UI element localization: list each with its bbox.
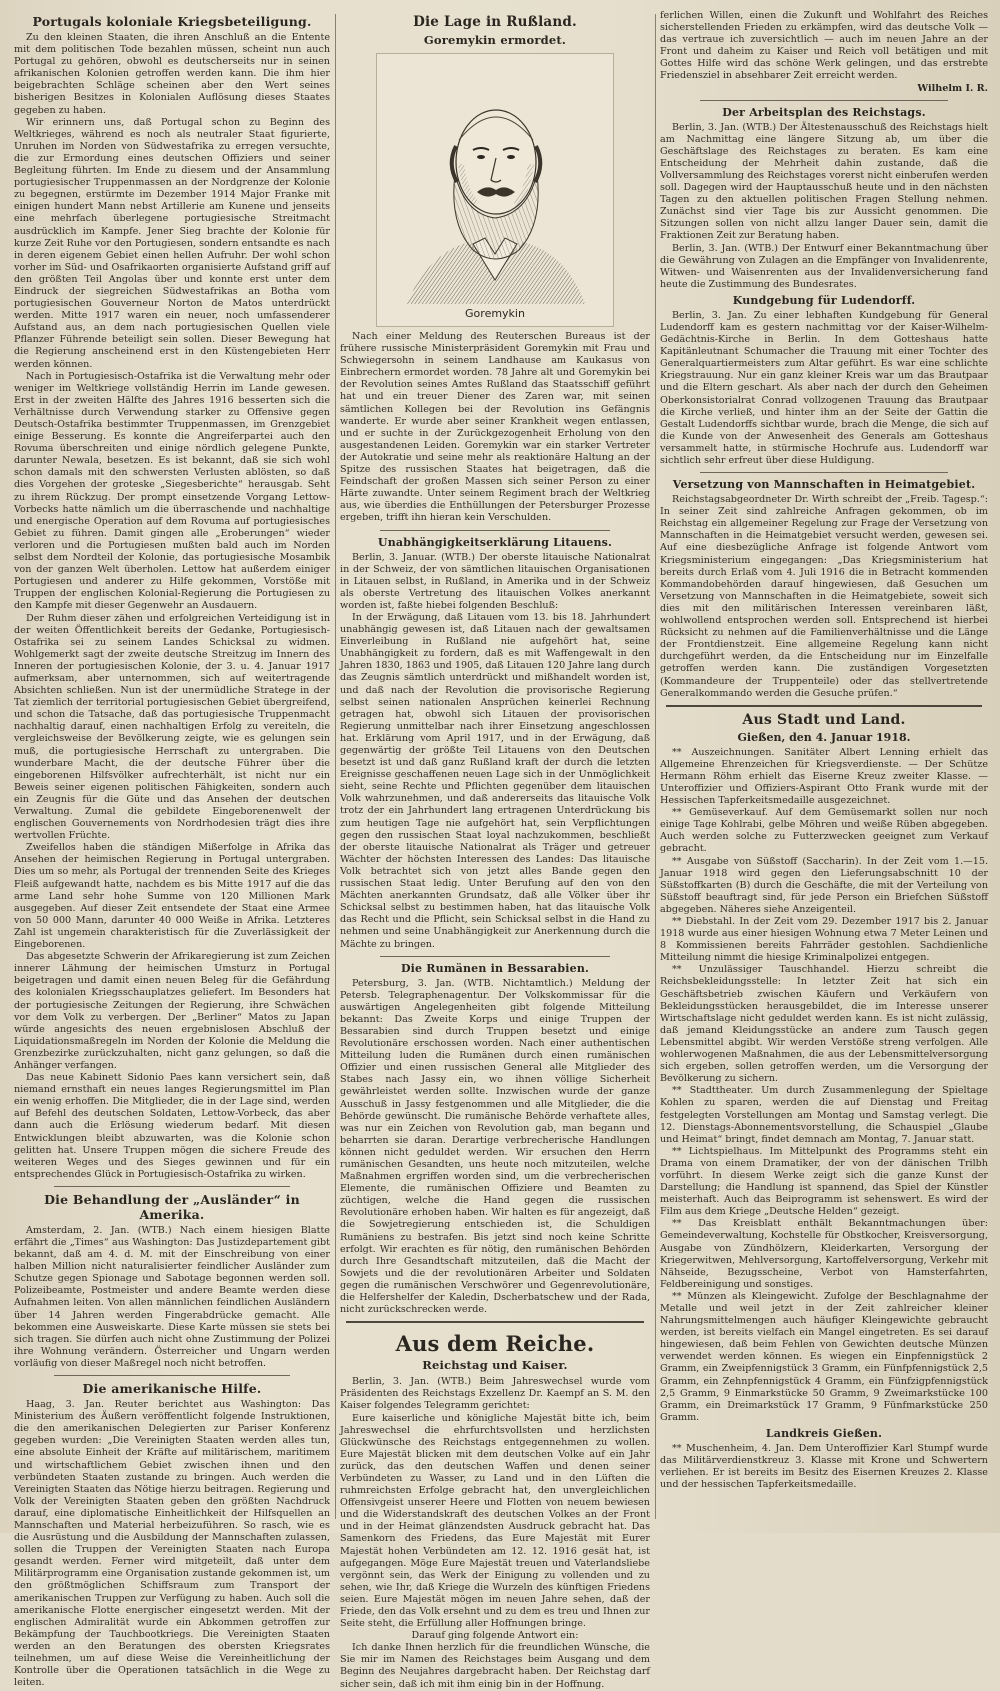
article-separator <box>54 1186 290 1187</box>
article-paragraph: Berlin, 3. Jan. (WTB.) Der Entwurf einer Bekanntmachung über die Gewährung von Zulagen an die Empfänger von Invalidenrente, Witwen- und Waisenrenten aus der Invalidenversicherung fand heute die Zustimmung des Bundesrates. <box>660 242 988 290</box>
article-title-amerikanische-hilfe: Die amerikanische Hilfe. <box>82 1381 262 1397</box>
article-continuation: ferlichen Willen, einen die Zukunft und Wohlfahrt des Reiches sicherstellenden Frieden zu erkämpfen, wird das deutsche Volk — das vertraue ich zuversichtlich — auch im neuen Jahre an der Front und daheim zu Kaiser und Reich voll betätigen und mit Gottes Hilfe wird das schöne Werk gelingen, und das erstrebte Friedensziel in absehbarer Zeit erreicht werden. <box>660 10 988 82</box>
column-left <box>14 10 330 1689</box>
article-paragraph: Haag, 3. Jan. Reuter berichtet aus Washington: Das Ministerium des Äußern veröffentlicht folgende Instruktionen, die den amerikanischen Delegierten zur Pariser Konferenz gegeben wurden: „Die Vereinigten Staaten werden alles tun, eine absolute Einheit der Kräfte auf militärischem, maritimem und wirtschaftlichem Gebiet zwischen ihnen und den verbündeten Staaten zustande zu bringen. Auch werden die Vereinigten Staaten das Nötige hierzu beitragen. Regierung und Volk der Vereinigten Staaten geben den größten Nachdruck darauf, eine diplomatische Einheitlichkeit der Hilfsquellen an Mannschaften und Material herbeizuführen. So rasch, wie es die Ausrüstung und die Ausbildung der Mannschaften zulassen, sollen die Truppen der Vereinigten Staaten nach Europa gesandt werden. Ferner wird mitgeteilt, daß unter dem Militärprogramm eine Organisation zustande gekommen ist, um den größtmöglichen Schiffsraum zum Transport der amerikanischen Truppen zur Verfügung zu haben. Auch soll die amerikanische Flotte energischer eingesetzt werden. Mit der englischen Admiralität wurde ein Abkommen getroffen zur Bekämpfung der Tauchbootkriegs. Die Vereinigten Staaten werden an den Beratungen des obersten Kriegsrates teilnehmen, um auf diese Weise die Vereinheitlichung der Kontrolle über die Operationen tatsächlich in die Wege zu leiten. <box>14 1399 330 1689</box>
section-separator <box>346 1321 644 1323</box>
section-title-stadt-und-land: Aus Stadt und Land. <box>742 711 906 728</box>
article-title-arbeitsplan: Der Arbeitsplan des Reichstags. <box>722 105 926 119</box>
article-title-lage-russland: Die Lage in Rußland. <box>413 14 577 30</box>
article-paragraph: In der Erwägung, daß Litauen vom 13. bis 18. Jahrhundert unabhängig gewesen ist, daß Litauen nach der gewaltsamen Einverleibung in Rußland nie aufgehört hat, seine Unabhängigkeit zu fordern, daß es mit Waffengewalt in den Jahren 1830, 1863 und 1905, daß Litauen 120 Jahre lang durch das Zeugnis sämtlich unterdrückt und mißhandelt worden ist, und daß nach der Revolution die provisorische Regierung selbst seinen nationalen Ansprüchen keinerlei Rechnung getragen hat, obwohl sich Litauen der provisorischen Regierung unmittelbar nach ihrer Einsetzung angeschlossen hat. Erklärung vom April 1917, und in der Erwägung, daß gegenwärtig der größte Teil Litauens von den Deutschen besetzt ist und daß ganz Rußland kraft der durch die letzten Ereignisse geschaffenen neuen Lage sich in der Unmöglichkeit sieht, seine Rechte und Pflichten gegenüber dem litauischen Volk wahrzunehmen, und daß andererseits das litauische Volk trotz der ein Jahrhundert lang ertragenen Unterdrückung bis zum heutigen Tage nie aufgehört hat, sein Verpflichtungen gegen den russischen Staat loyal nachzukommen, beschließt der oberste litauische Nationalrat als Träger und getreuer Wächter der höchsten Interessen des Landes: Das litauische Volk betrachtet sich von jetzt alles Bande gegen den russischen Staat ledig. Unter Berufung auf den von den Mächten anerkannten Grundsatz, daß alle Völker über ihr Schicksal selbst zu bestimmen haben, hat das litauische Volk das Recht und die Pflicht, sein Schicksal selbst in die Hand zu nehmen und seine Unabhängigkeit zur Anerkennung durch die Mächte zu bringen. <box>340 611 650 950</box>
article-separator <box>380 956 610 957</box>
column-rule-right <box>655 14 656 1519</box>
news-item: ** Auszeichnungen. Sanitäter Albert Lenning erhielt das Allgemeine Ehrenzeichen für Kriegsverdienste. — Der Schütze Hermann Röhm erhielt das Eiserne Kreuz zweiter Klasse. — Unteroffizier und Offiziers-Aspirant Otto Frank wurde mit der Hessischen Tapferkeitsmedaille ausgezeichnet. <box>660 746 988 807</box>
news-item: ** Stadttheater. Um durch Zusammenlegung der Spieltage Kohlen zu sparen, werden die auf Dienstag und Freitag festgelegten Vorstellungen am Montag und Samstag verlegt. Die 12. Dienstags-Abonnementsvorstellung, die Schauspiel „Glaube und Heimat“ bringt, findet demnach am Montag, 7. Januar statt. <box>660 1085 988 1145</box>
article-paragraph: Der Ruhm dieser zähen und erfolgreichen Verteidigung ist in der weiten Öffentlichkeit bereits der Gedanke, Portugiesisch-Ostafrika sei zu seinem Landes Schicksal zu widmen. Wohlgemerkt sagt der zweite deutsche Streitzug im Innern des Inneren der portugiesischen Kolonie, der 3. u. 4. Januar 1917 aufmerksam, aber unternommen, sich auf weitertragende Absichten schließen. Nun ist der unermüdliche Stratege in der Tat ziemlich der territorial portugiesischen Gebiet übergreifend, und schon die Tatsache, daß das portugiesische Truppenmacht nachhaltig darauf, einen nachhaltigen Erfolg zu vereiteln, die vergleichsweise der Bevölkerung zeigte, wie es gelungen sein muß, die portugiesische Herrschaft zu untergraben. Die wunderbare Macht, die der deutsche Führer über die eingeborenen Hilfsvölker aufrechterhält, ist nicht nur ein Beweis seiner eigenen politischen Fähigkeiten, sondern auch ein Zeugnis für die Güte und das Ansehen der deutschen Verwaltung. Zumal die gebildete Eingeborenenwelt der englischen Gouvernements von Nordrhodesien trägt dies ihre wertvollen Früchte. <box>14 612 330 842</box>
column-rule-left <box>335 14 336 1519</box>
dateline-giessen: Gießen, den 4. Januar 1918. <box>737 730 911 744</box>
article-subtitle-goremykin: Goremykin ermordet. <box>423 33 567 47</box>
article-paragraph: Reichstagsabgeordneter Dr. Wirth schreibt der „Freib. Tagesp.“: In seiner Zeit sind zahlreiche Anfragen gekommen, ob im Reichstag ein allgemeiner Regelung zur Frage der Versetzung von Mannschaften in die Heimatgebiet versucht werden, gewesen sei. Auf eine diesbezügliche Anfrage ist folgende Antwort vom Kriegsministerium eingegangen: „Das Kriegsministerium hat bereits durch Erlaß vom 4. Juli 1916 die in Betracht kommenden Kommandobehörden darauf hingewiesen, daß Gesuchen um Versetzung von Mannschaften in die Heimatgebiete, soweit sich dies mit den militärischen Interessen vereinbaren läßt, wohlwollend entsprochen werden soll. Entsprechend ist hierbei Rücksicht zu nehmen auf die Familienverhältnisse und die Länge der Frontdienstzeit. Eine allgemeine Regelung kann nicht durchgeführt werden, da die Entscheidung nur im Einzelfalle getroffen werden kann. Die zuständigen Vorgesetzten (Kommandeure der Truppenteile) oder das stellvertretende Generalkommando werden die Gesuche prüfen.“ <box>660 494 988 699</box>
news-item: ** Gemüseverkauf. Auf dem Gemüsemarkt sollen nur noch einige Tage Kohlrabi, gelbe Möhren und weiße Rüben abgegeben. Auch werden solche zu Futterzwecken geeignet zum Verkauf gebracht. <box>660 807 988 855</box>
article-title-portugal: Portugals koloniale Kriegsbeteiligung. <box>32 14 312 29</box>
article-title-versetzung: Versetzung von Mannschaften in Heimatgebiet. <box>672 478 976 492</box>
article-paragraph: Nach einer Meldung des Reuterschen Bureaus ist der frühere russische Ministerpräsident Goremykin mit Frau und Schwiegersohn in seinem Landhause am Kaukasus von Einbrechern ermordet worden. 78 Jahre alt und Goremykin bei der Revolution seines Amtes Rußland das Staatsschiff geführt hat und ein treuer Diener des Zaren war, mit seinen sämtlichen Kollegen bei der Revolution ins Gefängnis wanderte. Er wurde aber seiner Krankheit wegen entlassen, und er suchte in der Zurückgezogenheit Erholung von den ausgestandenen Leiden. Goremykin war ein starker Vertreter der Autokratie und seine mehr als reaktionäre Haltung an der Spitze des russischen Staates hat beigetragen, daß die Feindschaft der großen Massen sich seiner Person zu einer Härte zuwandte. Unter seinem Regiment brach der Weltkrieg aus, wie überdies die Enthüllungen der Petersburger Prozesse ergeben, trifft ihn hieran kein Verschulden. <box>340 331 650 524</box>
article-paragraph: Amsterdam, 2. Jan. (WTB.) Nach einem hiesigen Blatte erfährt die „Times“ aus Washington: Das Justizdepartement gibt bekannt, daß am 4. d. M. mit der Einschreibung von einer halben Million nicht naturalisierter feindlicher Ausländer zum Schutze gegen Spionage und Sabotage begonnen werden soll. Polizeibeamte, Postmeister und andere Beamte werden diese Aufnahmen leiten. Von allen männlichen feindlichen Ausländern über 14 Jahren werden Fingerabdrücke gemacht. Alle bekommen eine Ausweiskarte. Diese Karte müssen sie stets bei sich tragen. Sie dürfen auch nicht ohne Zustimmung der Polizei ihre Wohnung verändern. Österreicher und Ungarn werden vorläufig von dieser Maßregel noch nicht betroffen. <box>14 1224 330 1369</box>
article-separator <box>380 530 610 531</box>
article-title-ludendorff: Kundgebung für Ludendorff. <box>732 293 916 307</box>
signature-wilhelm: Wilhelm I. R. <box>917 82 988 94</box>
article-separator <box>54 1375 290 1376</box>
news-item: ** Ausgabe von Süßstoff (Saccharin). In der Zeit vom 1.—15. Januar 1918 wird gegen den Lieferungsabschnitt 10 der Süßstoffkarten (B) durch die Geschäfte, die mit der Verteilung von Süßstoff beauftragt sind, für jede Person ein Briefchen Süßstoff abgegeben. Näheres siehe Anzeigenteil. <box>660 855 988 915</box>
portrait-caption: Goremykin <box>465 307 525 320</box>
article-title-auslaender: Die Behandlung der „Ausländer“ in Amerika. <box>44 1191 300 1222</box>
column-right <box>660 10 988 1521</box>
section-title-aus-dem-reiche: Aus dem Reiche. <box>395 1331 595 1357</box>
article-paragraph: Petersburg, 3. Jan. (WTB. Nichtamtlich.) Meldung der Petersb. Telegraphenagentur. Der Volkskommissar für die auswärtigen Angelegenheiten gibt folgende Mitteilung bekannt: Das Zweite Korps und einige Truppen der Bessarabien sind durch Truppen besetzt und einige Revolutionäre erschossen worden. Nach einer authentischen Mitteilung luden die Rumänen durch einen rumänischen Offizier und einen russischen General alle Mitglieder des Stabes nach Jassy ein, wo ihnen völlige Sicherheit gewährleistet werden sollte. Inzwischen wurde der ganze Ausschuß in Jassy festgenommen und alle Mitglieder, die die Behörde gewünscht. Die rumänische Behörde verhaftete alles, was nur ein Zeichen von Revolution gab, man begann und beharrten sie daran. Derartige verbrecherische Handlungen können nicht geduldet werden. Wir ersuchen den Herrn rumänischen Gesandten, uns heute noch mitzuteilen, welche Maßnahmen ergriffen worden sind, um die verbrecherischen Elemente, die rumänischen Offiziere und Beamten zu züchtigen, welche die Hand gegen die russischen Revolutionäre erhoben haben. Wir halten es für angezeigt, daß die Sowjetregierung entschieden ist, die Schuldigen Rumäniens zu bestrafen. Bis jetzt sind noch keine Schritte erfolgt. Wir erachten es für nötig, den rumänischen Behörden durch Ihre Gesandtschaft mitzuteilen, daß die Macht der Sowjets und die der revolutionären Arbeiter und Soldaten gegen die rumänischen Verschwörer und Gegenrevolutionäre, die Helfershelfer der Kaledin, Dscherbatschew und der Rada, nicht zurückschrecken werde. <box>340 977 650 1316</box>
news-item: ** Diebstahl. In der Zeit vom 29. Dezember 1917 bis 2. Januar 1918 wurde aus einer hiesigen Wohnung etwa 7 Meter Leinen und 8 Kommissienen bereits Fahrräder gestohlen. Sachdienliche Mitteilung nimmt die hiesige Kriminalpolizei entgegen. <box>660 916 988 964</box>
news-item: ** Das Kreisblatt enthält Bekanntmachungen über: Gemeindeverwaltung, Kochstelle für Obstkocher, Kreisversorgung, Ausgabe von Zündhölzern, Kleiderkarten, Versorgung der Kriegerwitwen, Mehlversorgung, Kartoffelversorgung, Verkehr mit Nähseide, Bezugsscheine, Verbot von Hamsterfahrten, Feldbereinigung und sonstiges. <box>660 1218 988 1290</box>
article-paragraph: Zu den kleinen Staaten, die ihren Anschluß an die Entente mit dem politischen Tode bezahlen müssen, scheint nun auch Portugal zu gehören, obwohl es deutscherseits nur in seinen afrikanischen Kolonien getroffen werden kann. Die ihm hier beigebrachten Schläge scheinen aber den Wert seines bisherigen Besitzes in Kolonialen Auflösung dieses Staates gegeben zu haben. <box>14 32 330 116</box>
article-title-bessarabien: Die Rumänen in Bessarabien. <box>400 961 590 975</box>
article-paragraph: Berlin, 3. Jan. (WTB.) Der Ältestenausschuß des Reichstags hielt am Nachmittag eine längere Sitzung ab, um über die Geschäftslage des Reichstages zu beraten. Es kam eine Entscheidung der Mehrheit dahin zustande, daß die Vollversammlung des Reichstages vorerst nicht einberufen werden soll. Dagegen wird der Hauptausschuß heute und in den nächsten Tagen zu den aktuellen politischen Fragen Stellung nehmen. Zunächst sind vier Tage bis zur Aussicht genommen. Die Sitzungen sollen von nicht allzu langer Dauer sein, damit die Fraktionen Zeit zur Beratung haben. <box>660 121 988 242</box>
article-paragraph: Berlin, 3. Jan. (WTB.) Beim Jahreswechsel wurde vom Präsidenten des Reichstags Exzellenz Dr. Kaempf an S. M. den Kaiser folgendes Telegramm gerichtet: <box>340 1376 650 1412</box>
news-item: ** Münzen als Kleingewicht. Zufolge der Beschlagnahme der Metalle und weil jetzt in der Zeit zahlreicher kleiner Nahrungsmittelmengen auch häufiger Kleingewichte gebraucht werden, ist bereits vielfach ein Mangel eingetreten. Es sei darauf hingewiesen, daß beim Fehlen von Gewichten deutsche Münzen verwendet werden können. Es wiegen ein Einpfennigstück 2 Gramm, ein Zweipfennigstück 3 Gramm, ein Fünfpfennigstück 2,5 Gramm, ein Zehnpfennigstück 4 Gramm, ein Fünfzigpfennigstück 2,5 Gramm, 9 Einmarkstücke 50 Gramm, 9 Zweimarkstücke 100 Gramm, ein Dreimarkstück 17 Gramm, 9 Fünfmarkstücke 250 Gramm. <box>660 1290 988 1423</box>
article-paragraph: Darauf ging folgende Antwort ein: <box>411 1630 579 1642</box>
news-item: ** Muschenheim, 4. Jan. Dem Unteroffizier Karl Stumpf wurde das Militärverdienstkreuz 3. Klasse mit Krone und Schwertern verliehen. Er ist bereits im Besitz des Eisernen Kreuzes 2. Klasse und der hessischen Tapferkeitsmedaille. <box>660 1442 988 1491</box>
column-middle <box>340 10 650 1690</box>
article-paragraph: Das abgesetzte Schwerin der Afrikaregierung ist zum Zeichen innerer Lähmung der heimischen Umsturz in Portugal beigetragen und damit einen neuen Beleg für die Gefährdung des kolonialen Kriegsschauplatzes geliefert. Im Besonders hat der portugiesische Zeitungen der Regierung, ihre Schwächen vor dem Volk zu verbergen. Der „Berliner“ Matos zu Japan würde angesichts des neuen ergebnislosen Abschluß der Liquidationsmaßregeln im Norden der Kolonie die Meldung die Grenzbezirke zurückzuhalten, nicht ganz gelungen, so daß die Anhänger verfangen. <box>14 951 330 1071</box>
article-paragraph: Nach in Portugiesisch-Ostafrika ist die Verwaltung mehr oder weniger im Weltkriege vollständig Herrin im Lande gewesen. Erst in der zweiten Hälfte des Jahres 1916 besserten sich die Verhältnisse durch Verwendung starker zu Offensive gegen Deutsch-Ostafrika bestimmter Truppenmassen, im Grenzgebiet einige Besserung. Es konnte die Angreiferpartei auch den Rovuma überschreiten und einige nördlich gelegene Punkte, darunter Newala, besetzen. Es ist bekannt, daß sie sich wohl schon damals mit den schwersten Verlusten ablösten, so daß dies Vorgehen der groteske „Siegesberichte“ herausgab. Seht zu ihrem Rückzug. Der prompt einsetzende Vorgang Lettow-Vorbecks hatte nämlich um die überraschende und nachhaltige und energische Operation auf dem Rovuma auf portugiesisches Gebiet zu führen. Damit gingen alle „Eroberungen“ wieder verloren und die Portugiesen mußten bald auch im Norden selbst dem Nordteil der Kolonie, das portugiesische Mosambik von der ganzen Welt überholen. Lettow hat außerdem einiger Portugiesen und anderer zu Hilfe gekommen, Vorstöße mit Truppen der englischen Kolonial-Regierung die Portugiesen zu den Kampfe mit dieser Gegenwehr an Ausdauern. <box>14 370 330 612</box>
goremykin-portrait <box>376 53 614 327</box>
article-separator <box>700 100 948 101</box>
portrait-engraving <box>377 54 613 326</box>
article-paragraph: Eure kaiserliche und königliche Majestät bitte ich, beim Jahreswechsel die ehrfurchtsvollsten und herzlichsten Glückwünsche des Reichstags entgegennehmen zu wollen. Eure Majestät blicken mit dem deutschen Volke auf ein Jahr zurück, das den deutschen Waffen und denen seiner Verbündeten zu Wasser, zu Land und in den Lüften die ruhmreichsten Erfolge gebracht hat, den unvergleichlichen Offensivgeist unserer Heere und Flotten von neuem bewiesen und die Widerstandskraft des deutschen Volkes an der Front und in der Heimat glänzendsten Ausdruck gebracht hat. Das Samenkorn des Friedens, das Eure Majestät mit Eurer Majestät hohen Verbündeten am 12. 12. 1916 gesät hat, ist aufgegangen. Möge Eure Majestät treuen und Vaterlandsliebe vergönnt sein, das Werk der Einigung zu vollenden und zu sehen, wie Ihr, daß Kriege die Wurzeln des künftigen Friedens seien. Eure Majestät mögen im neuen Jahre sehen, daß der Friede, den das Volk ersehnt und zu dem es treu und Ihnen zur Seite steht, die Erfüllung aller Hoffnungen bringe. <box>340 1412 650 1630</box>
article-paragraph: Ich danke Ihnen herzlich für die freundlichen Wünsche, die Sie mir im Namen des Reichstages beim Ausgang und dem Beginn des Neujahres dargebracht haben. Der Reichstag darf sicher sein, daß ich mit ihm einig bin in der Hoffnung. <box>340 1642 650 1690</box>
section-separator <box>666 705 982 707</box>
article-paragraph: Das neue Kabinett Sidonio Paes kann versichert sein, daß niemand ernsthaft ein neues langes Regierungsmittel im Plan ein wenig erhoffen. Die Mitglieder, die in der Lage sind, werden auf Befehl des deutschen Soldaten, Lettow-Vorbeck, das aber dann auch die Erlösung wiederum bedarf. Mit diesen Entwicklungen bleibt abzuwarten, was die Kolonie schon gelitten hat. Unsere Truppen mögen die sichere Freude des weiteren Weges und des Sieges gewinnen und für ein entsprechendes Glück in Portugiesisch-Ostafrika zu wirken. <box>14 1072 330 1180</box>
article-paragraph: Zweifellos haben die ständigen Mißerfolge in Afrika das Ansehen der heimischen Regierung in Portugal untergraben. Dies um so mehr, als Portugal der trennenden Seite des Krieges Fleiß aufgewandt hatte, nachdem es bis Mitte 1917 auf die das arme Land sehr hohe Summe von 120 Millionen Mark ausgegeben. Auf dieser Zeit entsendete der Staat eine Armee von 50 000 Mann, darunter 40 000 Weiße in Afrika. Letzteres Zahl ist ungemein charakteristisch für die Zuverlässigkeit der Eingeborenen. <box>14 842 330 951</box>
news-item: ** Lichtspielhaus. Im Mittelpunkt des Programms steht ein Drama von einem Dramatiker, der von der dänischen Trilbh vorführt. In diesem Werke zeigt sich die ganze Kunst der Darstellung; die Handlung ist spannend, das Spiel der Künstler meisterhaft. Auch das Beiprogramm ist sehenswert. Es wird der Film aus dem Kriege „Deutsche Helden“ gezeigt. <box>660 1145 988 1218</box>
article-paragraph: Wir erinnern uns, daß Portugal schon zu Beginn des Weltkrieges, während es noch als neutraler Staat figurierte, Unruhen im Norden von Südwestafrika zu erregen versuchte, die zur Ermordung eines deutschen Offiziers und seiner Begleitung führten. Im Ende zu diesem und der Ansammlung portugiesischer Truppenmassen an der Nordgrenze der Kolonie zu begegnen, erstürmte im Dezember 1914 Major Franke mit einigen hundert Mann nebst Artillerie am Kunene und jenseits eine mehrfach überlegene portugiesische Streitmacht ausdrücklich im Kampfe. Jener Sieg brachte der Kolonie für kurze Zeit Ruhe vor den Portugiesen, sondern entsandte es nach in deren eigenem Gebiet einen hellen Aufruhr. Der wohl schon vorher im Süd- und Osafrikaorten organisierte Aufstand griff auf den größten Teil Angolas über und konnte erst unter dem Eindruck der siegreichen Südwestafrikas an Botha vom portugiesischen Gouverneur Norton de Matos unterdrückt werden. Mitte 1917 waren ein neuer, noch umfassenderer Aufstand aus, an dem nach portugiesischen Quellen viele Pflanzer Führende beteiligt sein sollen. Dieser Bewegung hat die Regierung anscheinend erst in den Küstengebieten Herr werden können. <box>14 116 330 370</box>
article-title-litauen: Unabhängigkeitserklärung Litauens. <box>377 535 613 549</box>
article-title-landkreis: Landkreis Gießen. <box>765 1426 883 1440</box>
article-subtitle-reichstag-kaiser: Reichstag und Kaiser. <box>422 1358 568 1373</box>
article-paragraph: Berlin, 3. Jan. Zu einer lebhaften Kundgebung für General Ludendorff kam es gestern nachmittag vor der Kaiser-Wilhelm-Gedächtnis-Kirche in Berlin. In dem Gotteshaus hatte Kapitänleutnant Schumacher die Trauung mit einer Tochter des Generalquartiermeisters zum Altar geführt. Es war eine schlichte Kriegstrauung. Nur ein ganz kleiner Kreis war um das Brautpaar und die Eltern geschart. Als aber nach der durch den Geheimen Oberkonsistorialrat Conrad vollzogenen Trauung das Brautpaar die Kirche verließ, und hinter ihm an der Seite der Gattin die Gestalt Ludendorffs sichtbar wurde, brach die Menge, die sich auf die Kunde von der Anwesenheit des Generals am Gotteshaus versammelt hatte, in stürmische Hochrufe aus. Ludendorff war sichtlich sehr erfreut über diese Huldigung. <box>660 309 988 466</box>
article-separator <box>700 472 948 473</box>
article-paragraph: Berlin, 3. Januar. (WTB.) Der oberste litauische Nationalrat in der Schweiz, der von sämtlichen litauischen Organisationen in Litauen selbst, in Rußland, in Amerika und in der Schweiz als oberste Vertretung des litauischen Volkes anerkannt worden ist, faßte hiebei folgenden Beschluß: <box>340 551 650 611</box>
news-item: ** Unzulässiger Tauschhandel. Hierzu schreibt die Reichsbekleidungsstelle: In letzter Zeit hat sich ein Geschäftsbetrieb zwischen Käufern und Verkäufern von Bekleidungsstücken herausgebildet, die im Interesse unserer Wirtschaftslage nicht geduldet werden kann. Es ist nicht zulässig, daß jemand Kleidungsstücke an andere zum Tausch gegen Lebensmittel abgibt. Wir werden Verstöße streng verfolgen. Alle wohlerwogenen Maßnahmen, die aus der Lebensmittelversorgung sich ergeben, sollen getroffen werden, um die Versorgung der Bevölkerung zu sichern. <box>660 964 988 1085</box>
